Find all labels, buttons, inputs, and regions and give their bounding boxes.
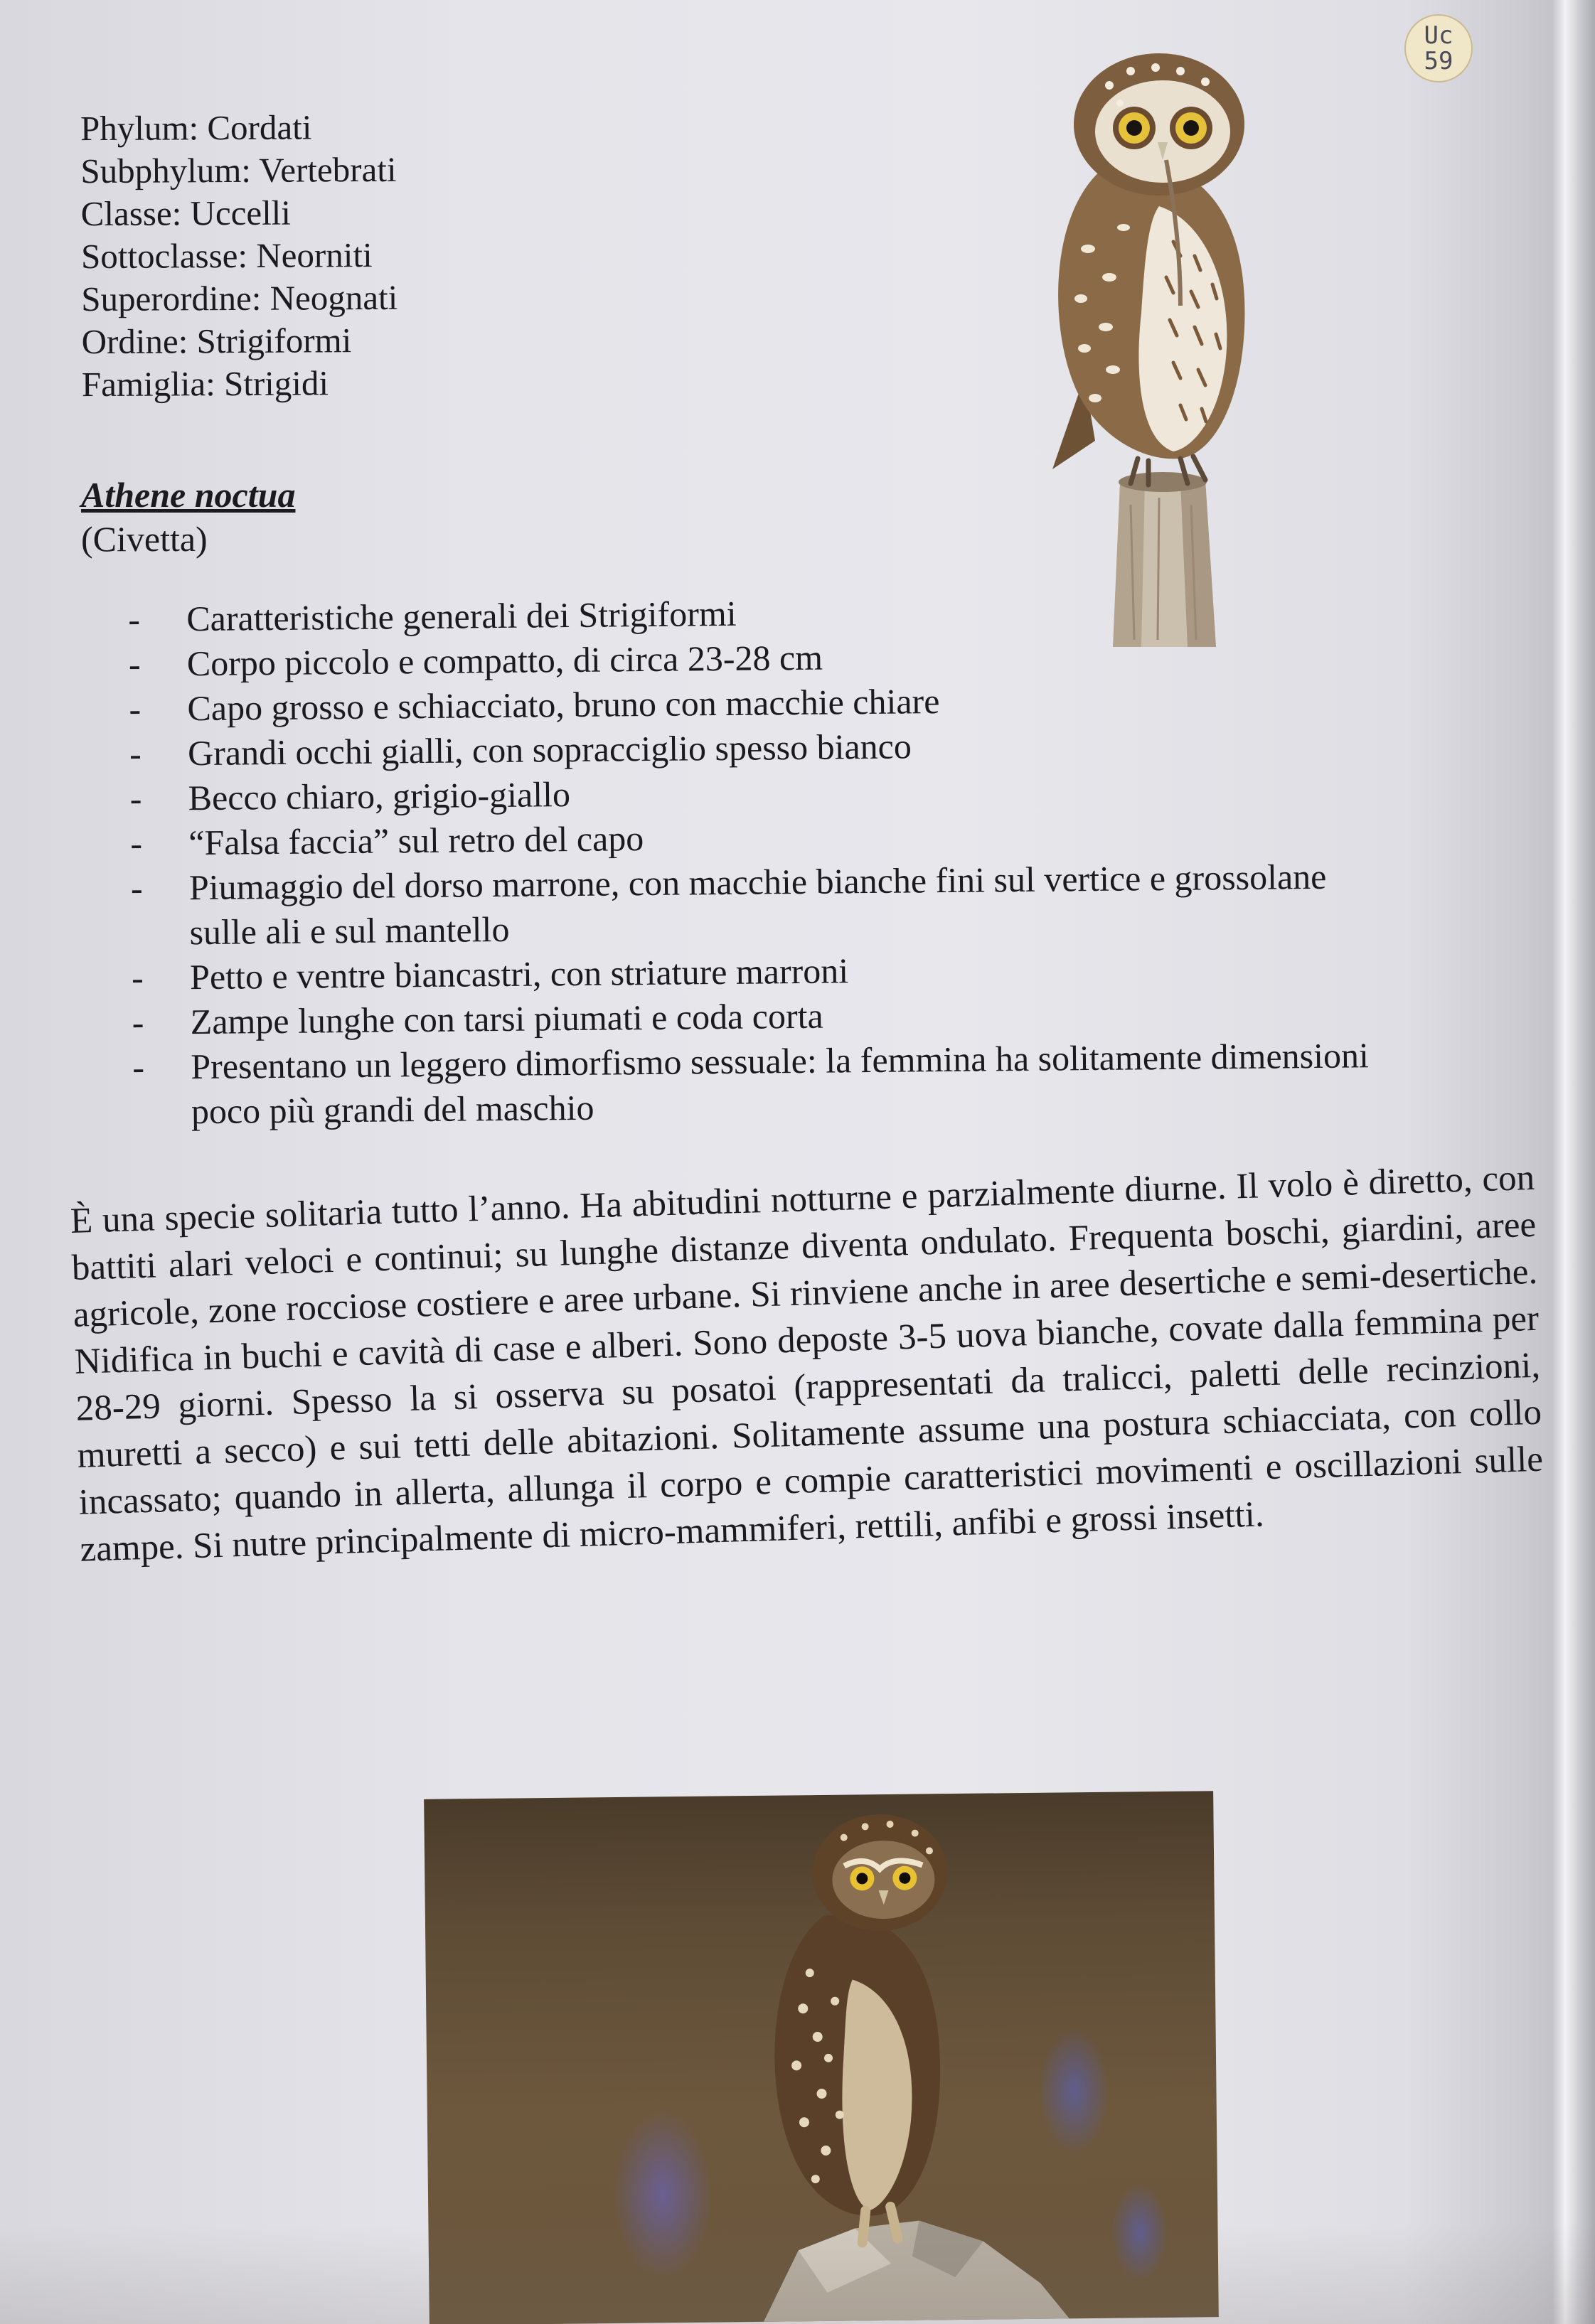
traits-list	[128, 585, 1385, 1135]
catalog-sticker	[1404, 14, 1473, 82]
taxonomy-block	[80, 106, 398, 406]
description-paragraph: È una specie solitaria tutto l’anno. Ha abitudini notturne e parzialmente diurne. Il volo è diretto, con battiti alari veloci e continui; su lunghe distanze diventa ondulato. Frequenta boschi, giardini, aree agricole, zone rocciose costiere e aree urbane. Si rinviene anche in aree desertiche e semi-desertiche. Nidifica in buchi e cavità di case e alberi. Sono deposte 3-5 uova bianche, covate dalla femmina per 28-29 giorni. Spesso la si osserva su posatoi (rappresentati da tralicci, paletti delle recinzioni, muretti a secco) e sui tetti delle abitazioni. Solitamente assume una postura schiacciata, con collo incassato; quando in allerta, allunga il corpo e compie caratteristici movimenti e oscillazioni sulle zampe. Si nutre principalmente di micro-mammiferi, rettili, anfibi e grossi insetti.	[70, 1157, 1544, 1570]
taxonomy-phylum: Phylum: Cordati	[80, 107, 312, 149]
trait-item: - Grandi occhi gialli, con sopracciglio spesso bianco	[129, 719, 1382, 776]
trait-item: - “Falsa faccia” sul retro del capo	[130, 809, 1382, 866]
catalog-code: Uc	[1424, 21, 1453, 50]
catalog-number: 59	[1424, 47, 1453, 75]
taxonomy-class: Classe: Uccelli	[80, 193, 292, 234]
page-edge	[1552, 0, 1595, 2324]
taxonomy-family: Famiglia: Strigidi	[81, 363, 329, 405]
taxonomy-subclass: Sottoclasse: Neorniti	[80, 235, 373, 277]
page-shadow	[0, 2224, 1595, 2324]
trait-item: - Zampe lunghe con tarsi piumati e coda corta	[132, 988, 1384, 1045]
scientific-name: Athene noctua	[81, 475, 296, 515]
owl-illustration	[967, 43, 1365, 647]
trait-item: - Piumaggio del dorso marrone, con macchie bianche fini sul vertice e grossolane sulle ali e sul mantello	[131, 855, 1349, 955]
trait-item: - Petto e ventre biancastri, con striature marroni	[132, 943, 1384, 1000]
trait-item: - Capo grosso e schiacciato, bruno con macchie chiare	[129, 675, 1381, 732]
taxonomy-order: Ordine: Strigiformi	[81, 321, 352, 362]
species-heading	[81, 473, 295, 561]
trait-item: - Presentano un leggero dimorfismo sessuale: la femmina ha solitamente dimensioni poco più grandi del maschio	[132, 1033, 1393, 1135]
trait-item: - Becco chiaro, grigio-giallo	[129, 764, 1382, 821]
taxonomy-superorder: Superordine: Neognati	[81, 277, 398, 319]
trait-item: - Caratteristiche generali dei Strigiformi	[128, 585, 1380, 642]
common-name: (Civetta)	[81, 519, 208, 559]
taxonomy-subphylum: Subphylum: Vertebrati	[80, 149, 397, 191]
trait-item: - Corpo piccolo e compatto, di circa 23-28 cm	[129, 630, 1381, 687]
